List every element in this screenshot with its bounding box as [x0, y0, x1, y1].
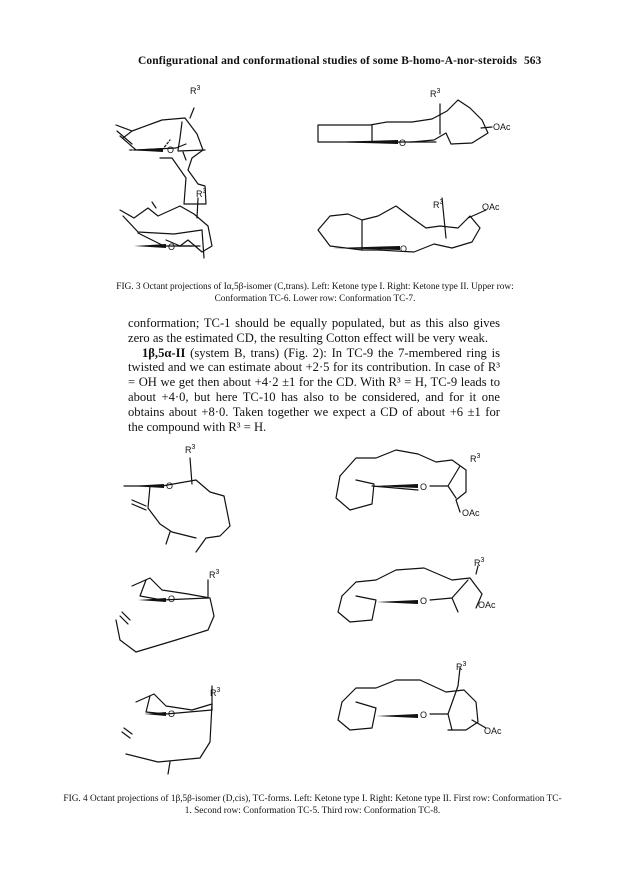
fig4-tc1-r3-label: $R^3$ — [185, 444, 196, 455]
fig4-tc8-r3-label: $R^3$ — [210, 687, 221, 698]
fig4-tc5-type2-oac-label: OAc — [478, 600, 496, 610]
fig3-tc6-type2-oac-label: OAc — [493, 122, 511, 132]
fig4-tc5-r3-label: $R^3$ — [209, 569, 220, 580]
running-header — [0, 55, 624, 71]
fig3-tc7-r3-label: $R^3$ — [196, 188, 207, 199]
fig4-tc8-oxygen-label: O — [168, 709, 176, 719]
fig3-tc7-oxygen-label: O — [168, 242, 176, 252]
fig3-structure-tc6-type1 — [116, 108, 206, 204]
figure-4-caption: FIG. 4 Octant projections of 1β,5β-isomer (D,cis), TC-forms. Left: Ketone type I. Right: Ketone type II. First row: Conformation TC-1. Second row: Conformation TC-5. Third row: Conformation TC-8. — [63, 794, 562, 816]
compound-heading: 1β,5α-II — [142, 345, 186, 360]
body-paragraph-1: conformation; TC-1 should be equally populated, but as this also gives zero as the estimated CD, the resulting Cotton effect will be very weak. — [128, 316, 500, 345]
fig4-tc1-type2-oac-label: OAc — [462, 508, 480, 518]
fig3-tc7-type2-r3-label: $R^3$ — [433, 199, 444, 210]
fig4-tc1-type2-r3-label: $R^3$ — [470, 453, 481, 464]
fig4-tc5-oxygen-label: O — [168, 594, 176, 604]
fig3-tc6-oxygen-label: O — [167, 145, 175, 155]
figure-3 — [0, 78, 624, 278]
body-paragraph-2 — [128, 346, 500, 435]
body-paragraph-2-text: (system B, trans) (Fig. 2): In TC-9 the 7-membered ring is twisted and we can estimate about +2·5 for its contribution. In case of R³ = OH we get then about +4·2 ±1 for the CD. With R³ = H, TC-9 leads to about +4·0, but here TC-10 has also to be considered, and for it one obtains about +8·0. Taken together we expect a CD of about +6 ±1 for the compound with R³ = H. — [128, 345, 500, 434]
figure-3-caption: FIG. 3 Octant projections of Iα,5β-isomer (C,trans). Left: Ketone type I. Right: Ketone type II. Upper row: Conformation TC-6. Lower row: Conformation TC-7. — [116, 282, 514, 304]
fig4-tc5-type2-oxygen-label: O — [420, 596, 428, 606]
fig4-structure-tc1-type2 — [336, 450, 466, 512]
fig4-tc1-type2-oxygen-label: O — [420, 482, 428, 492]
fig3-tc6-r3-label: $R^3$ — [190, 85, 201, 96]
fig4-structure-tc5-type1 — [116, 578, 214, 652]
fig4-tc5-type2-r3-label: $R^3$ — [474, 557, 485, 568]
figure-3-drawings — [0, 78, 624, 278]
fig3-tc6-type2-r3-label: $R^3$ — [430, 88, 441, 99]
fig3-tc7-type2-oac-label: OAc — [482, 202, 500, 212]
body-text — [128, 316, 500, 434]
running-title: Configurational and conformational studies of some B-homo-A-nor-steroids — [138, 55, 518, 67]
fig3-structure-tc7-type1 — [120, 198, 212, 258]
fig3-tc6-type2-oxygen-label: O — [399, 138, 407, 148]
fig4-tc1-oxygen-label: O — [166, 481, 174, 491]
fig4-structure-tc1-type1 — [124, 458, 230, 552]
figure-4 — [0, 440, 624, 785]
figure-4-drawings — [0, 440, 624, 785]
fig3-tc7-type2-oxygen-label: O — [400, 244, 408, 254]
fig4-structure-tc8-type2 — [338, 668, 486, 730]
fig4-tc8-type2-oac-label: OAc — [484, 726, 502, 736]
page-number: 563 — [524, 55, 542, 67]
fig4-tc8-type2-r3-label: $R^3$ — [456, 661, 467, 672]
fig4-structure-tc8-type1 — [122, 686, 212, 774]
fig4-tc8-type2-oxygen-label: O — [420, 710, 428, 720]
fig4-structure-tc5-type2 — [338, 566, 482, 622]
